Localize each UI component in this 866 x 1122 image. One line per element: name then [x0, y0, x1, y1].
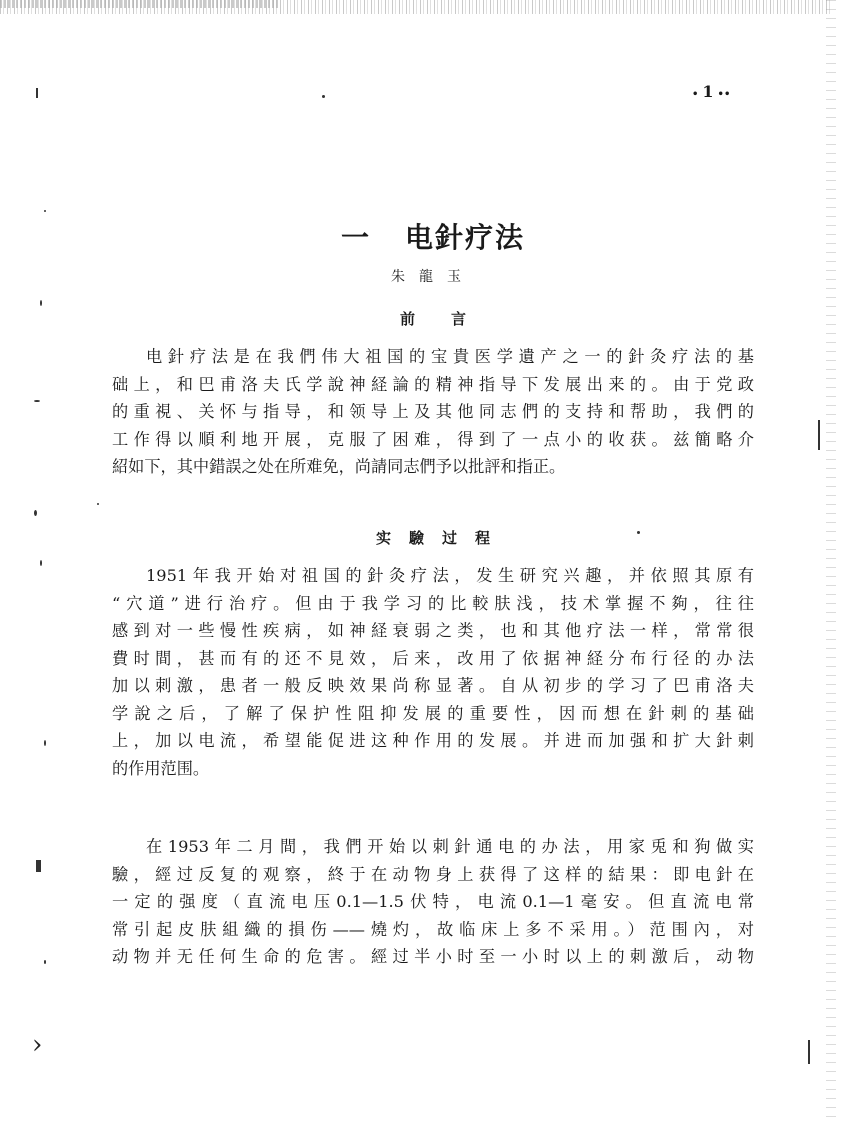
text-line: 紹如下，其中錯誤之处在所难免，尚請同志們予以批評和指正。	[112, 457, 566, 476]
text-line: 在1953年二月間，我們开始以刺針通电的办法，用家兎和狗做实	[146, 837, 754, 856]
text-line: 一定的强度（直流电压0.1—1.5伏特，电流0.1—1毫安。但直流电常	[112, 892, 754, 911]
text-line: 1951年我开始对祖国的針灸疗法，发生研究兴趣，并依照其原有	[146, 566, 754, 585]
scan-edge-noise-top	[0, 0, 830, 14]
chapter-title-text: 电針疗法	[405, 221, 526, 254]
text-line: 工作得以順利地开展，克服了困难，得到了一点小的收获。兹簡略介	[112, 429, 754, 449]
text-line: 动物并无任何生命的危害。經过半小时至一小时以上的刺激后，动物	[112, 947, 754, 966]
text-line: 感到对一些慢性疾病，如神経衰弱之类，也和其他疗法一样，常常很	[112, 621, 754, 640]
chapter-number: 一	[340, 221, 371, 254]
text-line: “穴道”进行治疗。但由于我学习的比較肤浅，技术掌握不夠，往往	[112, 593, 754, 613]
text-line: 費时間，甚而有的还不見效，后来，改用了依据神経分布行径的办法	[112, 648, 754, 668]
text-line: 常引起皮肤組織的損伤——燒灼，故临床上多不采用。）范围內，对	[112, 919, 754, 939]
text-line: 的重視、关怀与指导，和领导上及其他同志們的支持和帮助，我們的	[112, 402, 754, 421]
chapter-title	[0, 216, 866, 256]
text-line: 学說之后，了解了保护性阻抑发展的重要性，因而想在針刺的基础	[112, 703, 754, 723]
section-heading-foreword: 前言	[399, 310, 502, 328]
paragraph-experiment-1	[112, 562, 754, 782]
text-line: 的作用范围。	[112, 758, 210, 778]
scan-mark-bottom-left: ›	[32, 1030, 43, 1060]
text-line: 电針疗法是在我們伟大祖国的宝貴医学遺产之一的針灸疗法的基	[146, 347, 754, 366]
author-name: 朱龍玉	[391, 269, 475, 285]
scan-edge-noise-right	[826, 0, 836, 1122]
text-line: 驗，經过反复的观察，終于在动物身上获得了这样的結果：即电針在	[112, 864, 754, 884]
text-line: 础上，和巴甫洛夫氏学說神経論的精神指导下发展出来的。由于党政	[112, 374, 754, 394]
text-line: 上，加以电流，希望能促进这种作用的发展。并进而加强和扩大針刺	[112, 731, 754, 750]
text-line: 加以刺激，患者一般反映效果尚称显著。自从初步的学习了巴甫洛夫	[112, 676, 754, 695]
page-number: • 1 ••	[692, 82, 731, 101]
section-heading-experiment-process: 实驗过程	[375, 529, 508, 547]
paragraph-foreword	[112, 343, 754, 481]
paragraph-experiment-2	[112, 833, 754, 971]
